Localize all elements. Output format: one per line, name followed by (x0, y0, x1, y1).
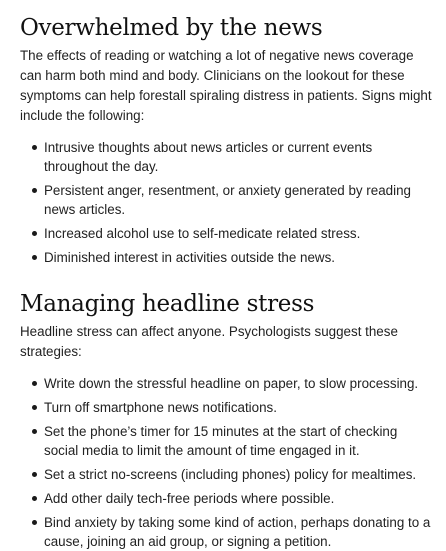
section-heading: Managing headline stress (20, 291, 315, 317)
list-item-text: Turn off smartphone news notifications. (44, 400, 277, 415)
bullet-icon (32, 231, 37, 236)
bullet-icon (32, 429, 37, 434)
list-item-text: Bind anxiety by taking some kind of action, perhaps donating to a cause, joining an aid group, or signing a petition. (44, 515, 431, 549)
section-managing (20, 290, 432, 551)
list-item (20, 181, 432, 219)
list-item-text: Persistent anger, resentment, or anxiety generated by reading news articles. (44, 183, 411, 217)
list-item-text: Set a strict no-screens (including phones) policy for mealtimes. (44, 467, 417, 482)
list-item (20, 465, 432, 484)
strategies-list (20, 374, 432, 551)
list-item-text: Increased alcohol use to self-medicate related stress. (44, 226, 361, 241)
list-item-text: Diminished interest in activities outside the news. (44, 250, 336, 265)
bullet-icon (32, 520, 37, 525)
bullet-icon (32, 472, 37, 477)
bullet-icon (32, 405, 37, 410)
list-item-text: Set the phone’s timer for 15 minutes at the start of checking social media to limit the amount of time engaged in it. (44, 424, 398, 458)
list-item (20, 489, 432, 508)
section-heading: Overwhelmed by the news (20, 15, 323, 41)
bullet-icon (32, 145, 37, 150)
section-intro: The effects of reading or watching a lot of negative news coverage can harm both mind and body. Clinicians on the lookout for these symptoms can help forestall spiraling distress in patients. Signs might include the following: (20, 48, 432, 123)
section-intro: Headline stress can affect anyone. Psychologists suggest these strategies: (20, 324, 398, 359)
list-item (20, 422, 432, 460)
list-item (20, 398, 432, 417)
bullet-icon (32, 496, 37, 501)
bullet-icon (32, 381, 37, 386)
list-item (20, 248, 432, 267)
bullet-icon (32, 188, 37, 193)
list-item (20, 224, 432, 243)
bullet-icon (32, 255, 37, 260)
list-item-text: Write down the stressful headline on paper, to slow processing. (44, 376, 419, 391)
list-item (20, 374, 432, 393)
section-overwhelmed (20, 14, 432, 267)
list-item-text: Intrusive thoughts about news articles or current events throughout the day. (44, 140, 373, 174)
list-item (20, 138, 432, 176)
list-item (20, 513, 432, 551)
list-item-text: Add other daily tech-free periods where possible. (44, 491, 335, 506)
symptoms-list (20, 138, 432, 267)
